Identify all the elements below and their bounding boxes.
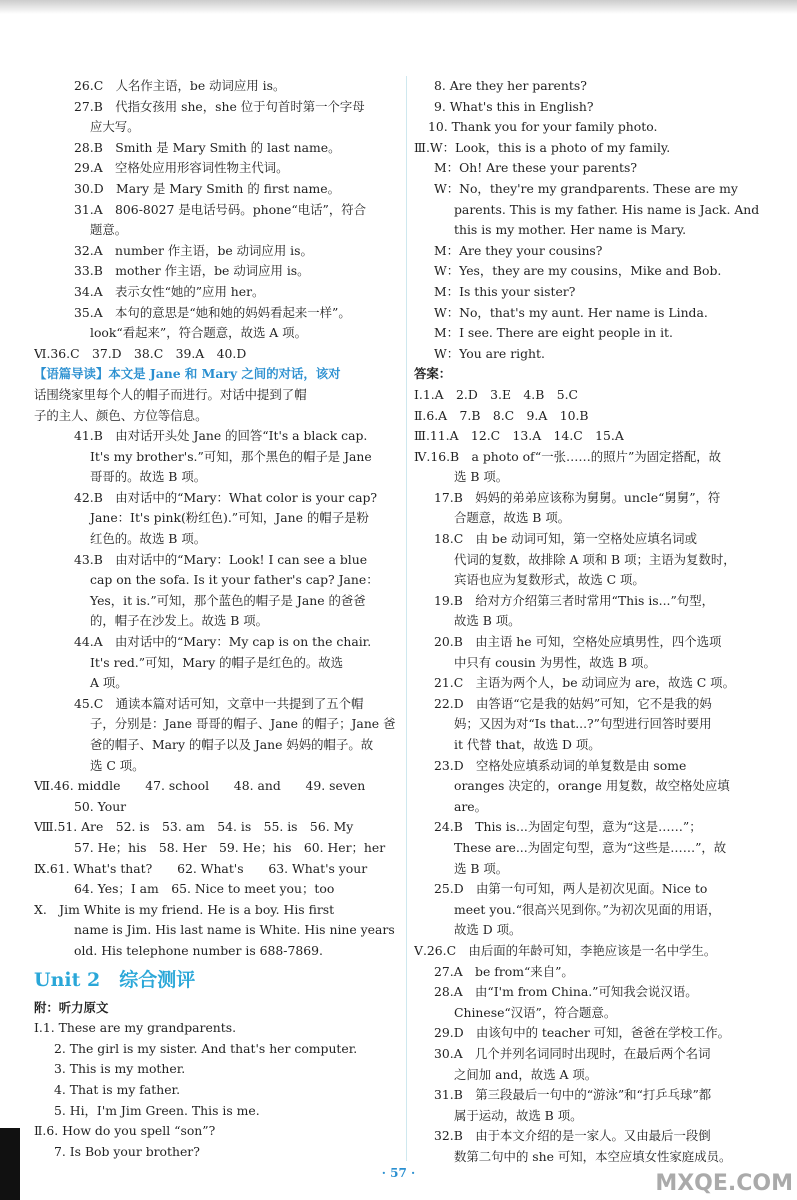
right-column-line: 17.B 妈妈的弟弟应该称为舅舅。uncle“舅舅”，符 — [434, 489, 721, 505]
left-column-line: 3. This is my mother. — [54, 1061, 186, 1077]
right-column-line: 25.D 由第一句可知，两人是初次见面。Nice to — [434, 881, 708, 897]
left-column-line: 红色的。故选 B 项。 — [90, 531, 207, 547]
right-column-line: These are...为固定句型，意为“这些是……”，故 — [454, 839, 727, 855]
left-column-line: name is Jim. His last name is White. His nine years — [74, 922, 395, 938]
right-column-line: 30.A 几个并列名词同时出现时，在最后两个名词 — [434, 1045, 711, 1061]
left-column-line: It's red.”可知，Mary 的帽子是红色的。故选 — [90, 654, 344, 670]
left-column-line: 27.B 代指女孩用 she，she 位于句首时第一个字母 — [74, 98, 365, 114]
right-column-line: 23.D 空格处应填系动词的单复数是由 some — [434, 757, 687, 773]
left-column-line: 43.B 由对话中的“Mary：Look! I can see a blue — [74, 551, 368, 567]
left-column-line: A 项。 — [90, 675, 128, 691]
right-column-line: 28.A 由“I'm from China.”可知我会说汉语。 — [434, 984, 698, 1000]
right-column-line: 9. What's this in English? — [434, 98, 594, 114]
right-column — [414, 76, 766, 1167]
right-column-line: 故选 B 项。 — [454, 613, 521, 629]
right-column-line: 31.B 第三段最后一句中的“游泳”和“打乒乓球”都 — [434, 1087, 712, 1103]
left-column-line: 33.B mother 作主语，be 动词应用 is。 — [74, 263, 310, 279]
left-column-line: 2. The girl is my sister. And that's her computer. — [54, 1040, 358, 1056]
left-column-line: 题意。 — [90, 222, 128, 238]
left-column-line: 子的主人、颜色、方位等信息。 — [34, 407, 208, 423]
right-column-line: W：Yes，they are my cousins，Mike and Bob. — [434, 263, 722, 279]
left-column-line: Unit 2 综合测评 — [34, 968, 196, 991]
right-column-line: Ⅲ.W：Look，this is a photo of my family. — [414, 139, 671, 155]
left-column-line: 50. Your — [74, 798, 127, 814]
right-column-line: Ⅳ.16.B a photo of“一张……的照片”为固定搭配，故 — [414, 448, 722, 464]
right-column-line: parents. This is my father. His name is Jack. And — [454, 201, 760, 217]
left-column-line: old. His telephone number is 688-7869. — [74, 942, 323, 958]
right-column-line: W：You are right. — [434, 345, 545, 361]
left-column-line: 41.B 由对话开头处 Jane 的回答“It's a black cap. — [74, 428, 368, 444]
left-column-line: 34.A 表示女性“她的”应用 her。 — [74, 283, 265, 299]
left-column-line: Ⅷ.51. Are 52. is 53. am 54. is 55. is 56. My — [34, 819, 354, 835]
left-column-line: 应大写。 — [90, 119, 140, 135]
right-column-line: W：No，that's my aunt. Her name is Linda. — [434, 304, 708, 320]
left-column-line: Yes，it is.”可知，那个蓝色的帽子是 Jane 的爸爸 — [90, 592, 366, 608]
right-column-line: 数第二句中的 she 可知，本空应填女性家庭成员。 — [454, 1148, 732, 1164]
right-column-line: 合题意，故选 B 项。 — [454, 510, 571, 526]
left-column-line: 42.B 由对话中的“Mary：What color is your cap? — [74, 489, 378, 505]
right-column-line: 属于运动，故选 B 项。 — [454, 1107, 583, 1123]
right-column-line: 选 B 项。 — [454, 860, 509, 876]
left-column-line: 哥哥的。故选 B 项。 — [90, 469, 207, 485]
scan-corner-shadow — [0, 1128, 20, 1200]
left-column-line: 的，帽子在沙发上。故选 B 项。 — [90, 613, 269, 629]
left-column-line: 7. Is Bob your brother? — [54, 1143, 200, 1159]
left-column-line: 30.D Mary 是 Mary Smith 的 first name。 — [74, 180, 340, 196]
left-column-line: 35.A 本句的意思是“她和她的妈妈看起来一样”。 — [74, 304, 351, 320]
right-column-line: Ⅰ.1.A 2.D 3.E 4.B 5.C — [414, 386, 579, 402]
left-column-line: 附：听力原文 — [34, 999, 109, 1015]
left-column-line: 31.A 806-8027 是电话号码。phone“电话”，符合 — [74, 201, 367, 217]
right-column-line: M：Are they your cousins? — [434, 242, 603, 258]
left-column-line: Ⅸ.61. What's that? 62. What's 63. What's your — [34, 860, 368, 876]
right-column-line: 20.B 由主语 he 可知，空格处应填男性，四个选项 — [434, 634, 722, 650]
left-column-line: 26.C 人名作主语，be 动词应用 is。 — [74, 78, 286, 93]
left-column-line: 话围绕家里每个人的帽子而进行。对话中提到了帽 — [34, 386, 307, 402]
left-column-line: Jane：It's pink(粉红色).”可知，Jane 的帽子是粉 — [90, 510, 369, 526]
right-column-line: it 代替 that，故选 D 项。 — [454, 737, 601, 752]
right-column-line: W：No，they're my grandparents. These are my — [434, 180, 738, 196]
right-column-line: 19.B 给对方介绍第三者时常用“This is...”句型， — [434, 592, 714, 608]
left-column-line: 子，分别是：Jane 哥哥的帽子、Jane 的帽子；Jane 爸 — [90, 716, 396, 732]
right-column-line: 18.C 由 be 动词可知，第一空格处应填名词或 — [434, 531, 697, 547]
right-column-line: Chinese“汉语”，符合题意。 — [454, 1004, 617, 1020]
right-column-line: 之间加 and，故选 A 项。 — [454, 1066, 598, 1082]
left-column-line: 44.A 由对话中的“Mary：My cap is on the chair. — [74, 634, 372, 650]
left-column — [34, 76, 400, 1162]
left-column-line: Ⅰ.1. These are my grandparents. — [34, 1020, 237, 1036]
scan-top-edge — [0, 0, 797, 14]
right-column-line: are。 — [454, 798, 488, 814]
right-column-line: M：Is this your sister? — [434, 283, 576, 299]
left-column-line: 32.A number 作主语，be 动词应用 is。 — [74, 242, 313, 258]
left-column-line: It's my brother's.”可知，那个黑色的帽子是 Jane — [90, 448, 372, 464]
left-column-line: look“看起来”，符合题意，故选 A 项。 — [90, 325, 307, 341]
left-column-line: 5. Hi，I'm Jim Green. This is me. — [54, 1102, 260, 1118]
left-column-line: Ⅹ. Jim White is my friend. He is a boy. His first — [34, 901, 335, 917]
right-column-line: 代词的复数，故排除 A 项和 B 项；主语为复数时， — [454, 551, 736, 567]
right-column-line: Ⅱ.6.A 7.B 8.C 9.A 10.B — [414, 407, 589, 423]
right-column-line: 29.D 由该句中的 teacher 可知，爸爸在学校工作。 — [434, 1025, 731, 1041]
right-column-line: M：Oh! Are these your parents? — [434, 160, 638, 176]
page-number-text: 57 — [390, 1166, 407, 1180]
right-column-line: this is my mother. Her name is Mary. — [454, 222, 687, 238]
right-column-line: 妈；又因为对“Is that...?”句型进行回答时要用 — [454, 716, 712, 732]
left-column-line: Ⅵ.36.C 37.D 38.C 39.A 40.D — [34, 345, 247, 361]
left-column-line: Ⅱ.6. How do you spell “son”? — [34, 1123, 216, 1139]
watermark-logo: MXQE.COM — [655, 1171, 793, 1196]
left-column-line: 57. He；his 58. Her 59. He；his 60. Her；her — [74, 839, 386, 855]
column-divider — [406, 76, 407, 1161]
right-column-line: 10. Thank you for your family photo. — [428, 119, 658, 135]
left-column-line: 64. Yes；I am 65. Nice to meet you；too — [74, 881, 335, 897]
right-column-line: 22.D 由答语“它是我的姑妈”可知，它不是我的妈 — [434, 695, 712, 711]
right-column-line: 32.B 由于本文介绍的是一家人。又由最后一段倒 — [434, 1128, 711, 1144]
right-column-line: Ⅲ.11.A 12.C 13.A 14.C 15.A — [414, 428, 624, 444]
left-column-line: 4. That is my father. — [54, 1081, 181, 1097]
left-column-line: 【语篇导读】本文是 Jane 和 Mary 之间的对话，该对 — [34, 366, 341, 382]
left-column-line: 29.A 空格处应用形容词性物主代词。 — [74, 160, 289, 176]
right-column-line: 27.A be from“来自”。 — [434, 963, 574, 979]
right-column-line: 宾语也应为复数形式，故选 C 项。 — [454, 572, 645, 588]
left-column-line: 选 C 项。 — [90, 757, 145, 773]
right-column-line: oranges 决定的，orange 用复数，故空格处应填 — [454, 778, 730, 794]
right-column-line: 故选 D 项。 — [454, 922, 522, 938]
right-column-line: Ⅴ.26.C 由后面的年龄可知，李艳应该是一名中学生。 — [414, 942, 717, 958]
right-column-line: 24.B This is...为固定句型，意为“这是……”； — [434, 819, 702, 835]
left-column-line: cap on the sofa. Is it your father's cap? Jane： — [90, 572, 379, 588]
right-column-line: meet you.“很高兴见到你。”为初次见面的用语， — [454, 901, 721, 917]
left-column-line: Ⅶ.46. middle 47. school 48. and 49. seven — [34, 778, 366, 794]
left-column-line: 28.B Smith 是 Mary Smith 的 last name。 — [74, 139, 341, 155]
right-column-line: 21.C 主语为两个人，be 动词应为 are，故选 C 项。 — [434, 675, 735, 691]
right-column-line: M：I see. There are eight people in it. — [434, 325, 673, 341]
page-number: · 57 · — [381, 1166, 416, 1180]
left-column-line: 45.C 通读本篇对话可知，文章中一共提到了五个帽 — [74, 695, 364, 711]
right-column-line: 8. Are they her parents? — [434, 78, 587, 93]
right-column-line: 选 B 项。 — [454, 469, 509, 485]
left-column-line: 爸的帽子、Mary 的帽子以及 Jane 妈妈的帽子。故 — [90, 737, 374, 752]
right-column-line: 中只有 cousin 为男性，故选 B 项。 — [454, 654, 656, 670]
right-column-line: 答案： — [414, 366, 452, 382]
